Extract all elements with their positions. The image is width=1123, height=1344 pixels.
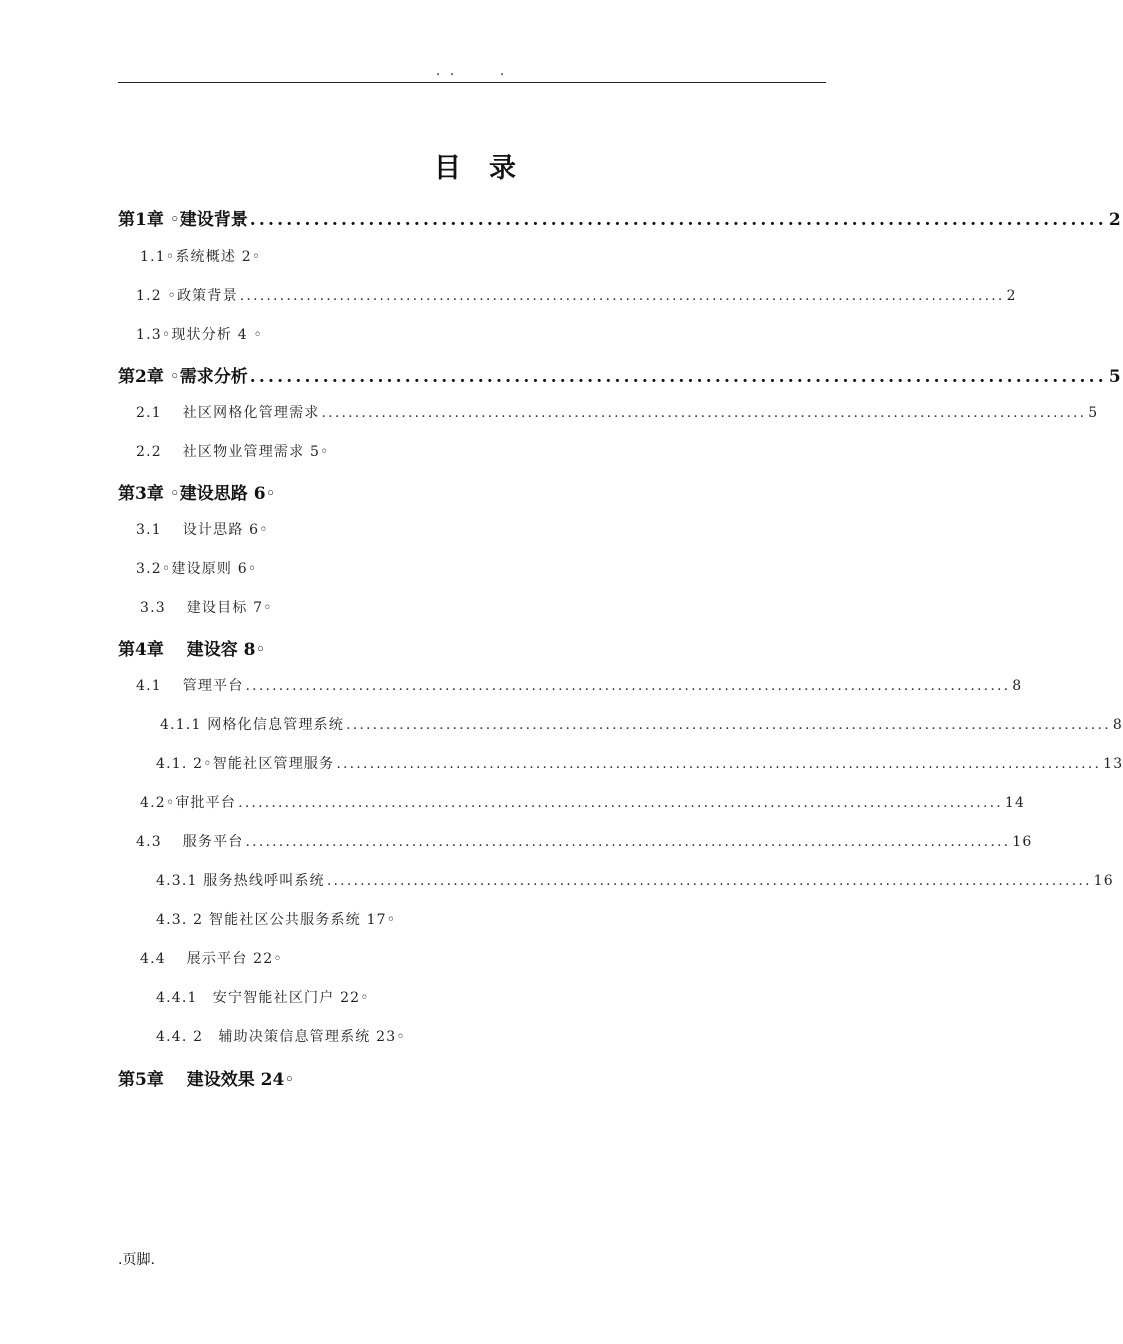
toc-page: 2 — [1108, 210, 1121, 230]
toc-entry[interactable] — [140, 597, 273, 617]
toc-entry[interactable] — [118, 205, 1121, 230]
toc-label: 第5章 建设效果 24◦ — [118, 1070, 295, 1090]
toc-entry[interactable] — [118, 479, 276, 504]
dot-leader: ................................................................................................................... — [238, 795, 1003, 811]
toc-entry[interactable] — [136, 285, 1017, 305]
toc-entry[interactable] — [156, 987, 370, 1007]
toc-entry[interactable] — [156, 1026, 406, 1046]
dot-leader: ................................................................................................................... — [245, 834, 1011, 850]
header-dot: . — [500, 64, 505, 79]
dot-leader: ................................................................................................................... — [239, 288, 1005, 304]
toc-label: 4.1 管理平台 — [136, 678, 244, 694]
toc-entry[interactable] — [156, 753, 1123, 773]
toc-entry[interactable] — [156, 870, 1114, 890]
toc-entry[interactable] — [136, 324, 263, 344]
toc-entry[interactable] — [140, 948, 283, 968]
toc-label: 4.3 服务平台 — [136, 834, 244, 850]
dot-leader: .............................................................................................. — [249, 367, 1107, 387]
toc-page: 5 — [1088, 405, 1099, 421]
toc-label: 4.3.1 服务热线呼叫系统 — [156, 873, 325, 889]
toc-label: 第1章 ◦建设背景 — [118, 210, 248, 230]
toc-entry[interactable] — [136, 558, 257, 578]
dot-leader: ................................................................................................................... — [326, 873, 1092, 889]
toc-label: 4.4. 2 辅助决策信息管理系统 23◦ — [156, 1029, 406, 1045]
toc-page: 8 — [1112, 717, 1123, 733]
toc-label: 3.2◦建设原则 6◦ — [136, 561, 258, 577]
toc-label: 2.1 社区网格化管理需求 — [136, 405, 320, 421]
page-footer: .页脚. — [118, 1252, 155, 1268]
toc-entry[interactable] — [160, 714, 1123, 734]
dot-leader: ................................................................................................................... — [321, 405, 1087, 421]
toc-entry[interactable] — [136, 402, 1099, 422]
toc-label: 1.1◦系统概述 2◦ — [140, 249, 262, 265]
header-rule — [118, 82, 826, 83]
dot-leader: ................................................................................................................... — [245, 678, 1011, 694]
toc-label: 4.2◦审批平台 — [140, 795, 237, 811]
dot-leader: ................................................................................................................... — [336, 756, 1102, 772]
toc-label: 1.2 ◦政策背景 — [136, 288, 238, 304]
toc-label: 4.1. 2◦智能社区管理服务 — [156, 756, 335, 772]
toc-label: 3.1 设计思路 6◦ — [136, 522, 269, 538]
header-dot: . — [436, 64, 441, 79]
toc-entry[interactable] — [140, 792, 1026, 812]
toc-page: 16 — [1093, 873, 1114, 889]
toc-label: 第3章 ◦建设思路 6◦ — [118, 484, 276, 504]
dot-leader: .............................................................................................. — [249, 210, 1107, 230]
toc-page: 8 — [1012, 678, 1023, 694]
toc-label: 3.3 建设目标 7◦ — [140, 600, 273, 616]
toc-page: 14 — [1004, 795, 1026, 811]
toc-entry[interactable] — [136, 675, 1023, 695]
toc-label: 4.3. 2 智能社区公共服务系统 17◦ — [156, 912, 397, 928]
toc-label: 第2章 ◦需求分析 — [118, 367, 248, 387]
toc-page: 5 — [1108, 367, 1121, 387]
toc-entry[interactable] — [156, 909, 396, 929]
toc-label: 4.4 展示平台 22◦ — [140, 951, 283, 967]
toc-entry[interactable] — [118, 635, 266, 660]
toc-entry[interactable] — [118, 1065, 294, 1090]
toc-entry[interactable] — [136, 519, 269, 539]
dot-leader: ................................................................................................................... — [346, 717, 1111, 733]
toc-label: 4.1.1 网格化信息管理系统 — [160, 717, 345, 733]
toc-page: 2 — [1006, 288, 1017, 304]
toc-entry[interactable] — [136, 441, 330, 461]
toc-entry[interactable] — [140, 246, 261, 266]
toc-label: 2.2 社区物业管理需求 5◦ — [136, 444, 330, 460]
page-title: 目录 — [434, 153, 544, 184]
toc-entry[interactable] — [118, 362, 1121, 387]
toc-entry[interactable] — [136, 831, 1033, 851]
toc-label: 1.3◦现状分析 4 ◦ — [136, 327, 263, 343]
toc-page: 13 — [1103, 756, 1123, 772]
header-dots — [0, 64, 950, 80]
toc-page: 16 — [1012, 834, 1033, 850]
toc-label: 第4章 建设容 8◦ — [118, 640, 266, 660]
toc-label: 4.4.1 安宁智能社区门户 22◦ — [156, 990, 370, 1006]
header-dot: . — [450, 64, 455, 79]
